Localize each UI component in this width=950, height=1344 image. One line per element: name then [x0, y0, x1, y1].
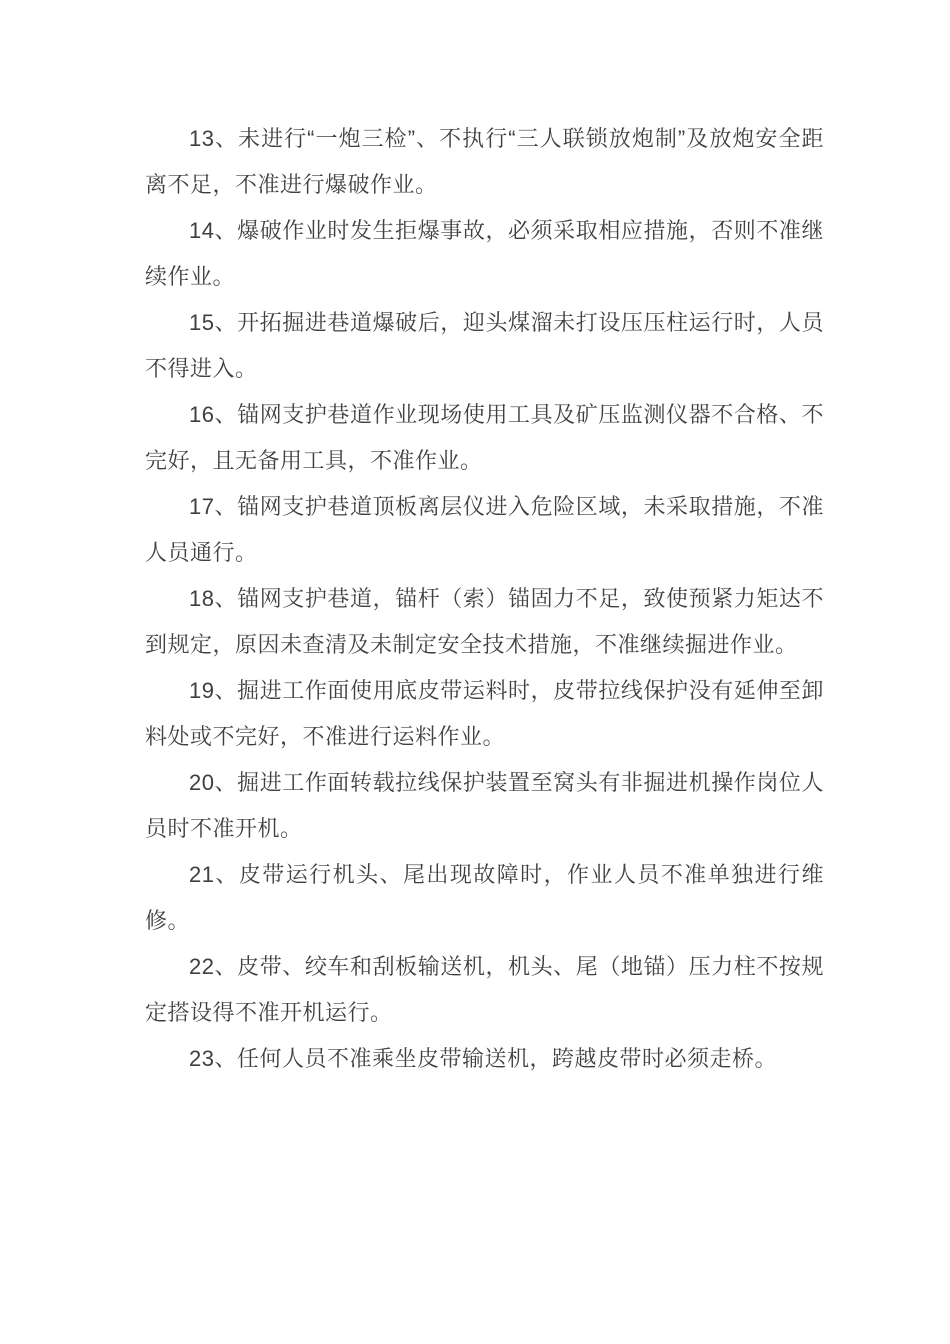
paragraph-list: [145, 116, 824, 1082]
list-item: 13、未进行“一炮三检”、不执行“三人联锁放炮制”及放炮安全距离不足，不准进行爆破作业。: [145, 126, 824, 197]
list-item: 15、开拓掘进巷道爆破后，迎头煤溜未打设压压柱运行时，人员不得进入。: [145, 310, 824, 381]
list-item: 20、掘进工作面转载拉线保护装置至窝头有非掘进机操作岗位人员时不准开机。: [145, 770, 824, 841]
list-item: 16、锚网支护巷道作业现场使用工具及矿压监测仪器不合格、不完好，且无备用工具，不准作业。: [145, 402, 824, 473]
list-item: 18、锚网支护巷道，锚杆（索）锚固力不足，致使预紧力矩达不到规定，原因未查清及未制定安全技术措施，不准继续掘进作业。: [145, 586, 824, 657]
list-item: 19、掘进工作面使用底皮带运料时，皮带拉线保护没有延伸至卸料处或不完好，不准进行运料作业。: [145, 678, 824, 749]
list-item: 23、任何人员不准乘坐皮带输送机，跨越皮带时必须走桥。: [189, 1046, 777, 1071]
list-item: 14、爆破作业时发生拒爆事故，必须采取相应措施，否则不准继续作业。: [145, 218, 824, 289]
list-item: 17、锚网支护巷道顶板离层仪进入危险区域，未采取措施，不准人员通行。: [145, 494, 824, 565]
list-item: 21、皮带运行机头、尾出现故障时，作业人员不准单独进行维修。: [145, 862, 824, 933]
list-item: 22、皮带、绞车和刮板输送机，机头、尾（地锚）压力柱不按规定搭设得不准开机运行。: [145, 954, 824, 1025]
